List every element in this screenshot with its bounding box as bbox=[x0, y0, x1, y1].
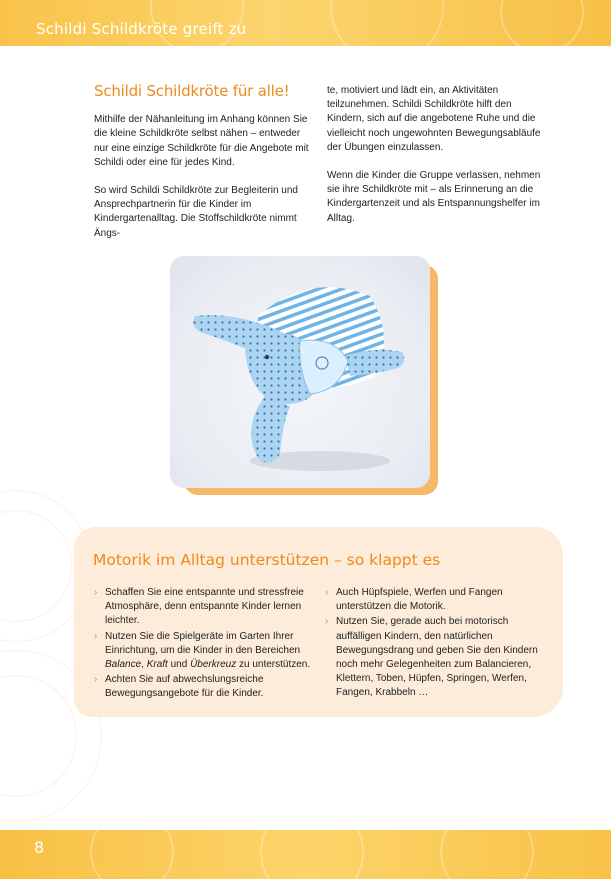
tip-text: und bbox=[167, 659, 191, 671]
list-item bbox=[94, 630, 316, 673]
list-item bbox=[94, 673, 316, 701]
tip-text: Nutzen Sie, gerade auch bei motorisch auffälligen Kindern, den natürlichen Bewegungsdrang und geben Sie den Kindern noch mehr Gelegenheiten zum Balancieren, Klettern, Toben, Hüpfen, Springen, Werfen, Fangen, Krabbeln … bbox=[336, 616, 538, 699]
chevron-right-icon: › bbox=[94, 630, 98, 642]
article-paragraph: Wenn die Kinder die Gruppe verlassen, nehmen sie ihre Schildkröte mit – als Erinnerung an die Kindergartenzeit und als Entspannungshelfer im Alltag. bbox=[327, 170, 541, 224]
footer-band bbox=[0, 830, 611, 879]
article-paragraph: So wird Schildi Schildkröte zur Begleiterin und Ansprechpartnerin für die Kinder im Kindergartenalltag. Die Stoffschildkröte nimmt Ängs- bbox=[94, 185, 298, 239]
chevron-right-icon: › bbox=[325, 587, 329, 598]
list-item bbox=[94, 586, 316, 629]
article-paragraph: Mithilfe der Nähanleitung im Anhang können Sie die kleine Schildkröte selbst nähen – entweder nur eine einzige Schildkröte für die Angebote mit Schildi oder eine für jedes Kind. bbox=[94, 114, 309, 168]
tips-list-left bbox=[94, 586, 316, 703]
tip-text: , bbox=[141, 659, 147, 671]
tips-title: Motorik im Alltag unterstützen – so klappt es bbox=[93, 551, 441, 569]
page-number: 8 bbox=[34, 838, 45, 857]
tip-text: zu unterstützen. bbox=[236, 659, 311, 671]
article-paragraph: te, motiviert und lädt ein, an Aktivitäten teilzunehmen. Schildi Schildkröte hilft den Kindern, sich auf die angebotene Ruhe und die vielleicht noch ungewohnten Bewegungsabläufe der Übungen einzulassen. bbox=[327, 85, 541, 153]
tip-text: Nutzen Sie die Spielgeräte im Garten Ihrer Einrichtung, um die Kinder in den Bereichen bbox=[105, 630, 301, 656]
list-item bbox=[325, 615, 547, 700]
chevron-right-icon: › bbox=[94, 674, 98, 686]
article-column-left bbox=[94, 84, 314, 255]
tip-emphasis: Überkreuz bbox=[190, 659, 237, 671]
article-title: Schildi Schildkröte für alle! bbox=[94, 82, 290, 100]
list-item bbox=[325, 586, 547, 614]
tips-list-right bbox=[325, 586, 547, 702]
header-title: Schildi Schildkröte greift zu bbox=[36, 20, 247, 38]
chevron-right-icon: › bbox=[94, 587, 98, 598]
tip-text: Achten Sie auf abwechslungsreiche Bewegungsangebote für die Kinder. bbox=[105, 674, 264, 700]
article-column-right bbox=[327, 84, 549, 240]
turtle-photo bbox=[170, 256, 430, 488]
tip-text: Schaffen Sie eine entspannte und stressfreie Atmosphäre, denn entspannte Kinder lernen leichter. bbox=[105, 587, 304, 627]
turtle-toy-illustration bbox=[170, 256, 430, 488]
tip-text: Auch Hüpfspiele, Werfen und Fangen unterstützen die Motorik. bbox=[336, 587, 503, 613]
tip-emphasis: Balance bbox=[105, 659, 142, 671]
chevron-right-icon: › bbox=[325, 616, 329, 628]
tip-emphasis: Kraft bbox=[146, 659, 168, 671]
